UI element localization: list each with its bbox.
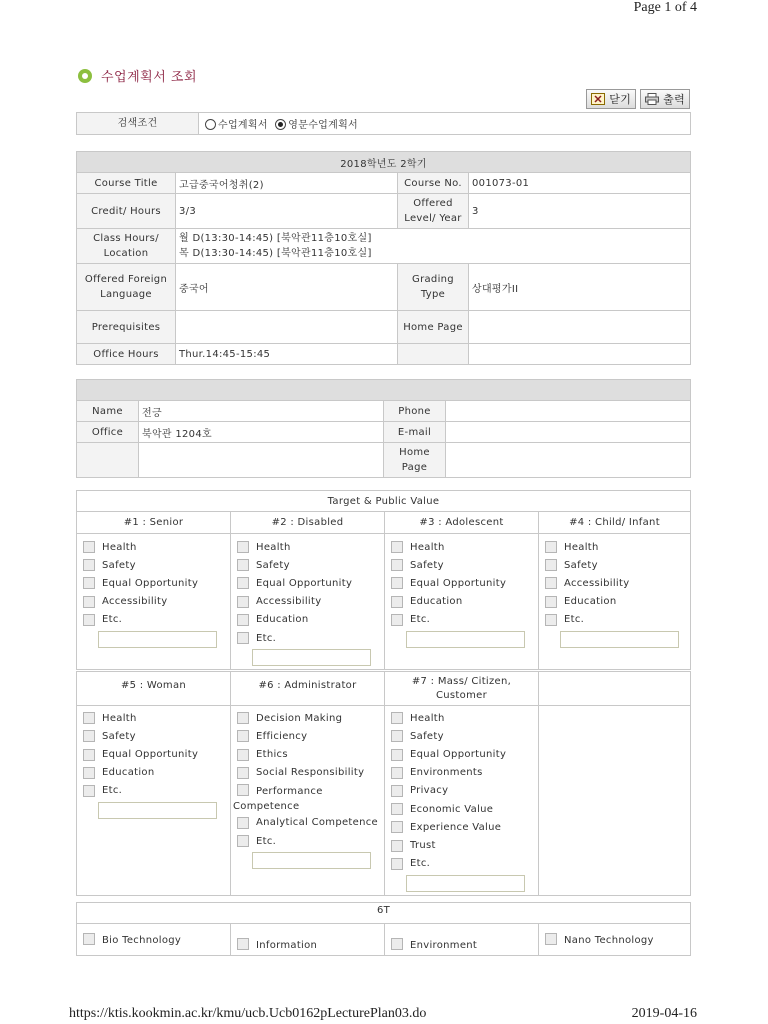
checkbox-option[interactable]: Safety — [385, 556, 538, 574]
phone-label: Phone — [384, 401, 446, 422]
checkbox-option[interactable]: Accessibility — [539, 574, 690, 592]
grading-value: 상대평가II — [469, 264, 691, 311]
credit-value: 3/3 — [176, 194, 398, 229]
instructor-homepage-value — [446, 443, 691, 478]
checkbox[interactable] — [83, 749, 95, 761]
checkbox[interactable] — [391, 938, 403, 950]
checkbox-option[interactable]: Ethics — [231, 746, 384, 764]
checkbox-option[interactable]: Health — [539, 538, 690, 556]
checkbox[interactable] — [545, 577, 557, 589]
office-label: Office — [77, 422, 139, 443]
grading-label: Grading Type — [398, 264, 469, 311]
checkbox[interactable] — [83, 712, 95, 724]
course-no-value: 001073-01 — [469, 173, 691, 194]
sixt-nano: Nano Technology — [539, 924, 691, 956]
checkbox[interactable] — [237, 712, 249, 724]
group-woman — [77, 671, 231, 896]
offered-level-label: Offered Level/ Year — [398, 194, 469, 229]
checkbox-option[interactable]: Etc. — [385, 855, 538, 873]
checkbox[interactable] — [391, 767, 403, 779]
email-value — [446, 422, 691, 443]
office-value: 북악관 1204호 — [139, 422, 384, 443]
instructor-blank-label — [77, 443, 139, 478]
etc-input[interactable] — [406, 875, 525, 892]
office-hours-value: Thur.14:45-15:45 — [176, 344, 398, 365]
etc-input[interactable] — [98, 631, 217, 648]
checkbox[interactable] — [237, 749, 249, 761]
checkbox[interactable] — [545, 596, 557, 608]
language-value: 중국어 — [176, 264, 398, 311]
close-button[interactable] — [586, 89, 636, 109]
circle-bullet-icon — [78, 69, 92, 83]
checkbox[interactable] — [391, 596, 403, 608]
group-title: #1 : Senior — [77, 512, 230, 534]
name-value: 전긍 — [139, 401, 384, 422]
sixt-environment: Environment — [385, 924, 539, 956]
checkbox[interactable] — [545, 541, 557, 553]
etc-input[interactable] — [98, 802, 217, 819]
phone-value — [446, 401, 691, 422]
checkbox-option[interactable]: Etc. — [231, 629, 384, 647]
checkbox-option[interactable]: Health — [231, 538, 384, 556]
etc-input[interactable] — [252, 649, 371, 666]
checkbox-option[interactable]: Education — [539, 593, 690, 611]
checkbox[interactable] — [391, 541, 403, 553]
close-button-label: 닫기 — [609, 93, 632, 106]
checkbox-option[interactable]: Equal Opportunity — [385, 746, 538, 764]
toolbar — [586, 89, 690, 109]
checkbox-option[interactable]: Safety — [385, 727, 538, 745]
class-hours-line-1: 월 D(13:30-14:45) [북악관11층10호실] — [179, 233, 372, 244]
checkbox-option[interactable]: Efficiency — [231, 727, 384, 745]
prereq-label: Prerequisites — [77, 311, 176, 344]
offered-level-value: 3 — [469, 194, 691, 229]
instructor-blank-value — [139, 443, 384, 478]
checkbox-option[interactable]: Health — [77, 709, 230, 727]
instructor-table — [76, 379, 691, 478]
checkbox-option[interactable]: Health — [385, 709, 538, 727]
checkbox[interactable] — [83, 730, 95, 742]
email-label: E-mail — [384, 422, 446, 443]
checkbox-option[interactable]: Education — [231, 611, 384, 629]
sixt-bio: Bio Technology — [77, 924, 231, 956]
printer-icon — [645, 93, 659, 105]
search-label: 검색조건 — [77, 113, 199, 135]
checkbox-option[interactable]: Analytical Competence — [231, 814, 384, 832]
print-button-label: 출력 — [663, 93, 685, 106]
checkbox[interactable] — [237, 632, 249, 644]
checkbox-option[interactable]: Etc. — [77, 782, 230, 800]
checkbox-option[interactable]: Etc. — [77, 611, 230, 629]
course-no-label: Course No. — [398, 173, 469, 194]
checkbox[interactable] — [237, 938, 249, 950]
homepage-value — [469, 311, 691, 344]
credit-label: Credit/ Hours — [77, 194, 176, 229]
close-icon — [591, 93, 605, 105]
prereq-value — [176, 311, 398, 344]
group-mass-citizen — [385, 671, 539, 896]
checkbox-option[interactable]: Health — [77, 538, 230, 556]
search-options — [199, 113, 691, 135]
checkbox[interactable] — [391, 785, 403, 797]
radio-english-lecture-plan[interactable]: 영문수업계획서 — [275, 120, 358, 131]
checkbox-option[interactable]: Etc. — [539, 611, 690, 629]
group-title: #5 : Woman — [77, 672, 230, 706]
checkbox-option[interactable]: Environments — [385, 764, 538, 782]
checkbox[interactable] — [545, 559, 557, 571]
print-button[interactable] — [640, 89, 690, 109]
footer-url: https://ktis.kookmin.ac.kr/kmu/ucb.Ucb0162pLecturePlan03.do — [69, 1006, 427, 1021]
checkbox[interactable] — [391, 840, 403, 852]
office-hours-spacer — [398, 344, 469, 365]
checkbox-option[interactable]: Safety — [77, 727, 230, 745]
checkbox[interactable] — [391, 559, 403, 571]
semester-header: 2018학년도 2학기 — [77, 152, 691, 173]
checkbox[interactable] — [83, 596, 95, 608]
group-empty — [539, 671, 691, 896]
group-title-empty — [539, 672, 690, 706]
checkbox[interactable] — [237, 559, 249, 571]
course-title-value: 고급중국어청취(2) — [176, 173, 398, 194]
checkbox[interactable] — [83, 577, 95, 589]
group-disabled — [231, 512, 385, 671]
checkbox[interactable] — [391, 858, 403, 870]
radio-selected-icon — [275, 119, 286, 130]
checkbox[interactable] — [391, 712, 403, 724]
group-title: #2 : Disabled — [231, 512, 384, 534]
checkbox-option[interactable]: Education — [77, 764, 230, 782]
group-administrator — [231, 671, 385, 896]
etc-input[interactable] — [560, 631, 679, 648]
group-title: #7 : Mass/ Citizen, Customer — [385, 672, 538, 706]
radio-lecture-plan[interactable]: 수업계획서 — [205, 120, 268, 131]
checkbox[interactable] — [545, 933, 557, 945]
checkbox[interactable] — [391, 749, 403, 761]
checkbox-option[interactable]: Decision Making — [231, 709, 384, 727]
group-title: #4 : Child/ Infant — [539, 512, 690, 534]
checkbox[interactable] — [391, 614, 403, 626]
checkbox[interactable] — [391, 577, 403, 589]
checkbox-option[interactable]: Privacy — [385, 782, 538, 800]
checkbox-option[interactable]: Equal Opportunity — [231, 574, 384, 592]
group-senior — [77, 512, 231, 671]
class-hours-line-2: 목 D(13:30-14:45) [북악관11층10호실] — [179, 248, 372, 259]
checkbox[interactable] — [391, 730, 403, 742]
checkbox[interactable] — [237, 541, 249, 553]
checkbox[interactable] — [83, 541, 95, 553]
group-title: #3 : Adolescent — [385, 512, 538, 534]
checkbox[interactable] — [391, 821, 403, 833]
checkbox-option[interactable]: Performance Competence — [233, 785, 323, 812]
checkbox[interactable] — [237, 614, 249, 626]
checkbox-option[interactable]: Education — [385, 593, 538, 611]
checkbox-option[interactable]: Accessibility — [77, 593, 230, 611]
class-hours-value — [176, 229, 691, 264]
radio-icon — [205, 119, 216, 130]
checkbox-option[interactable]: Equal Opportunity — [77, 574, 230, 592]
checkbox[interactable] — [391, 803, 403, 815]
homepage-label: Home Page — [398, 311, 469, 344]
page-title: 수업계획서 조회 — [101, 70, 198, 85]
sixt-header: 6T — [77, 903, 691, 924]
checkbox-option[interactable]: Health — [385, 538, 538, 556]
checkbox[interactable] — [83, 933, 95, 945]
checkbox-option[interactable]: Equal Opportunity — [77, 746, 230, 764]
checkbox[interactable] — [237, 835, 249, 847]
sixt-information: Information — [231, 924, 385, 956]
course-table — [76, 151, 691, 365]
office-hours-blank — [469, 344, 691, 365]
etc-input[interactable] — [406, 631, 525, 648]
office-hours-label: Office Hours — [77, 344, 176, 365]
checkbox-option[interactable]: Equal Opportunity — [385, 574, 538, 592]
checkbox[interactable] — [237, 596, 249, 608]
page-heading — [78, 66, 197, 85]
checkbox-option[interactable]: Safety — [77, 556, 230, 574]
checkbox-option[interactable]: Safety — [539, 556, 690, 574]
etc-input[interactable] — [252, 852, 371, 869]
checkbox-option[interactable]: Etc. — [231, 832, 384, 850]
checkbox-option[interactable]: Social Responsibility — [231, 764, 384, 782]
checkbox-option[interactable]: Trust — [385, 836, 538, 854]
language-label: Offered Foreign Language — [77, 264, 176, 311]
checkbox-option[interactable]: Economic Value — [385, 800, 538, 818]
page-number: Page 1 of 4 — [633, 0, 697, 15]
checkbox[interactable] — [237, 577, 249, 589]
group-child-infant — [539, 512, 691, 671]
checkbox[interactable] — [237, 784, 249, 796]
checkbox[interactable] — [83, 767, 95, 779]
target-header: Target & Public Value — [77, 491, 691, 512]
sixt-table — [76, 902, 691, 956]
course-title-label: Course Title — [77, 173, 176, 194]
checkbox-option[interactable]: Etc. — [385, 611, 538, 629]
checkbox[interactable] — [83, 785, 95, 797]
checkbox[interactable] — [545, 614, 557, 626]
class-hours-label: Class Hours/ Location — [77, 229, 176, 264]
name-label: Name — [77, 401, 139, 422]
group-adolescent — [385, 512, 539, 671]
checkbox[interactable] — [237, 767, 249, 779]
checkbox-option[interactable]: Accessibility — [231, 593, 384, 611]
checkbox[interactable] — [83, 614, 95, 626]
checkbox[interactable] — [237, 730, 249, 742]
group-title: #6 : Administrator — [231, 672, 384, 706]
checkbox[interactable] — [237, 817, 249, 829]
checkbox-option[interactable]: Experience Value — [385, 818, 538, 836]
search-table — [76, 112, 691, 135]
footer-date: 2019-04-16 — [631, 1006, 697, 1021]
target-public-value-table — [76, 490, 691, 896]
instructor-header — [77, 380, 691, 401]
instructor-homepage-label: Home Page — [384, 443, 446, 478]
checkbox[interactable] — [83, 559, 95, 571]
checkbox-option[interactable]: Safety — [231, 556, 384, 574]
